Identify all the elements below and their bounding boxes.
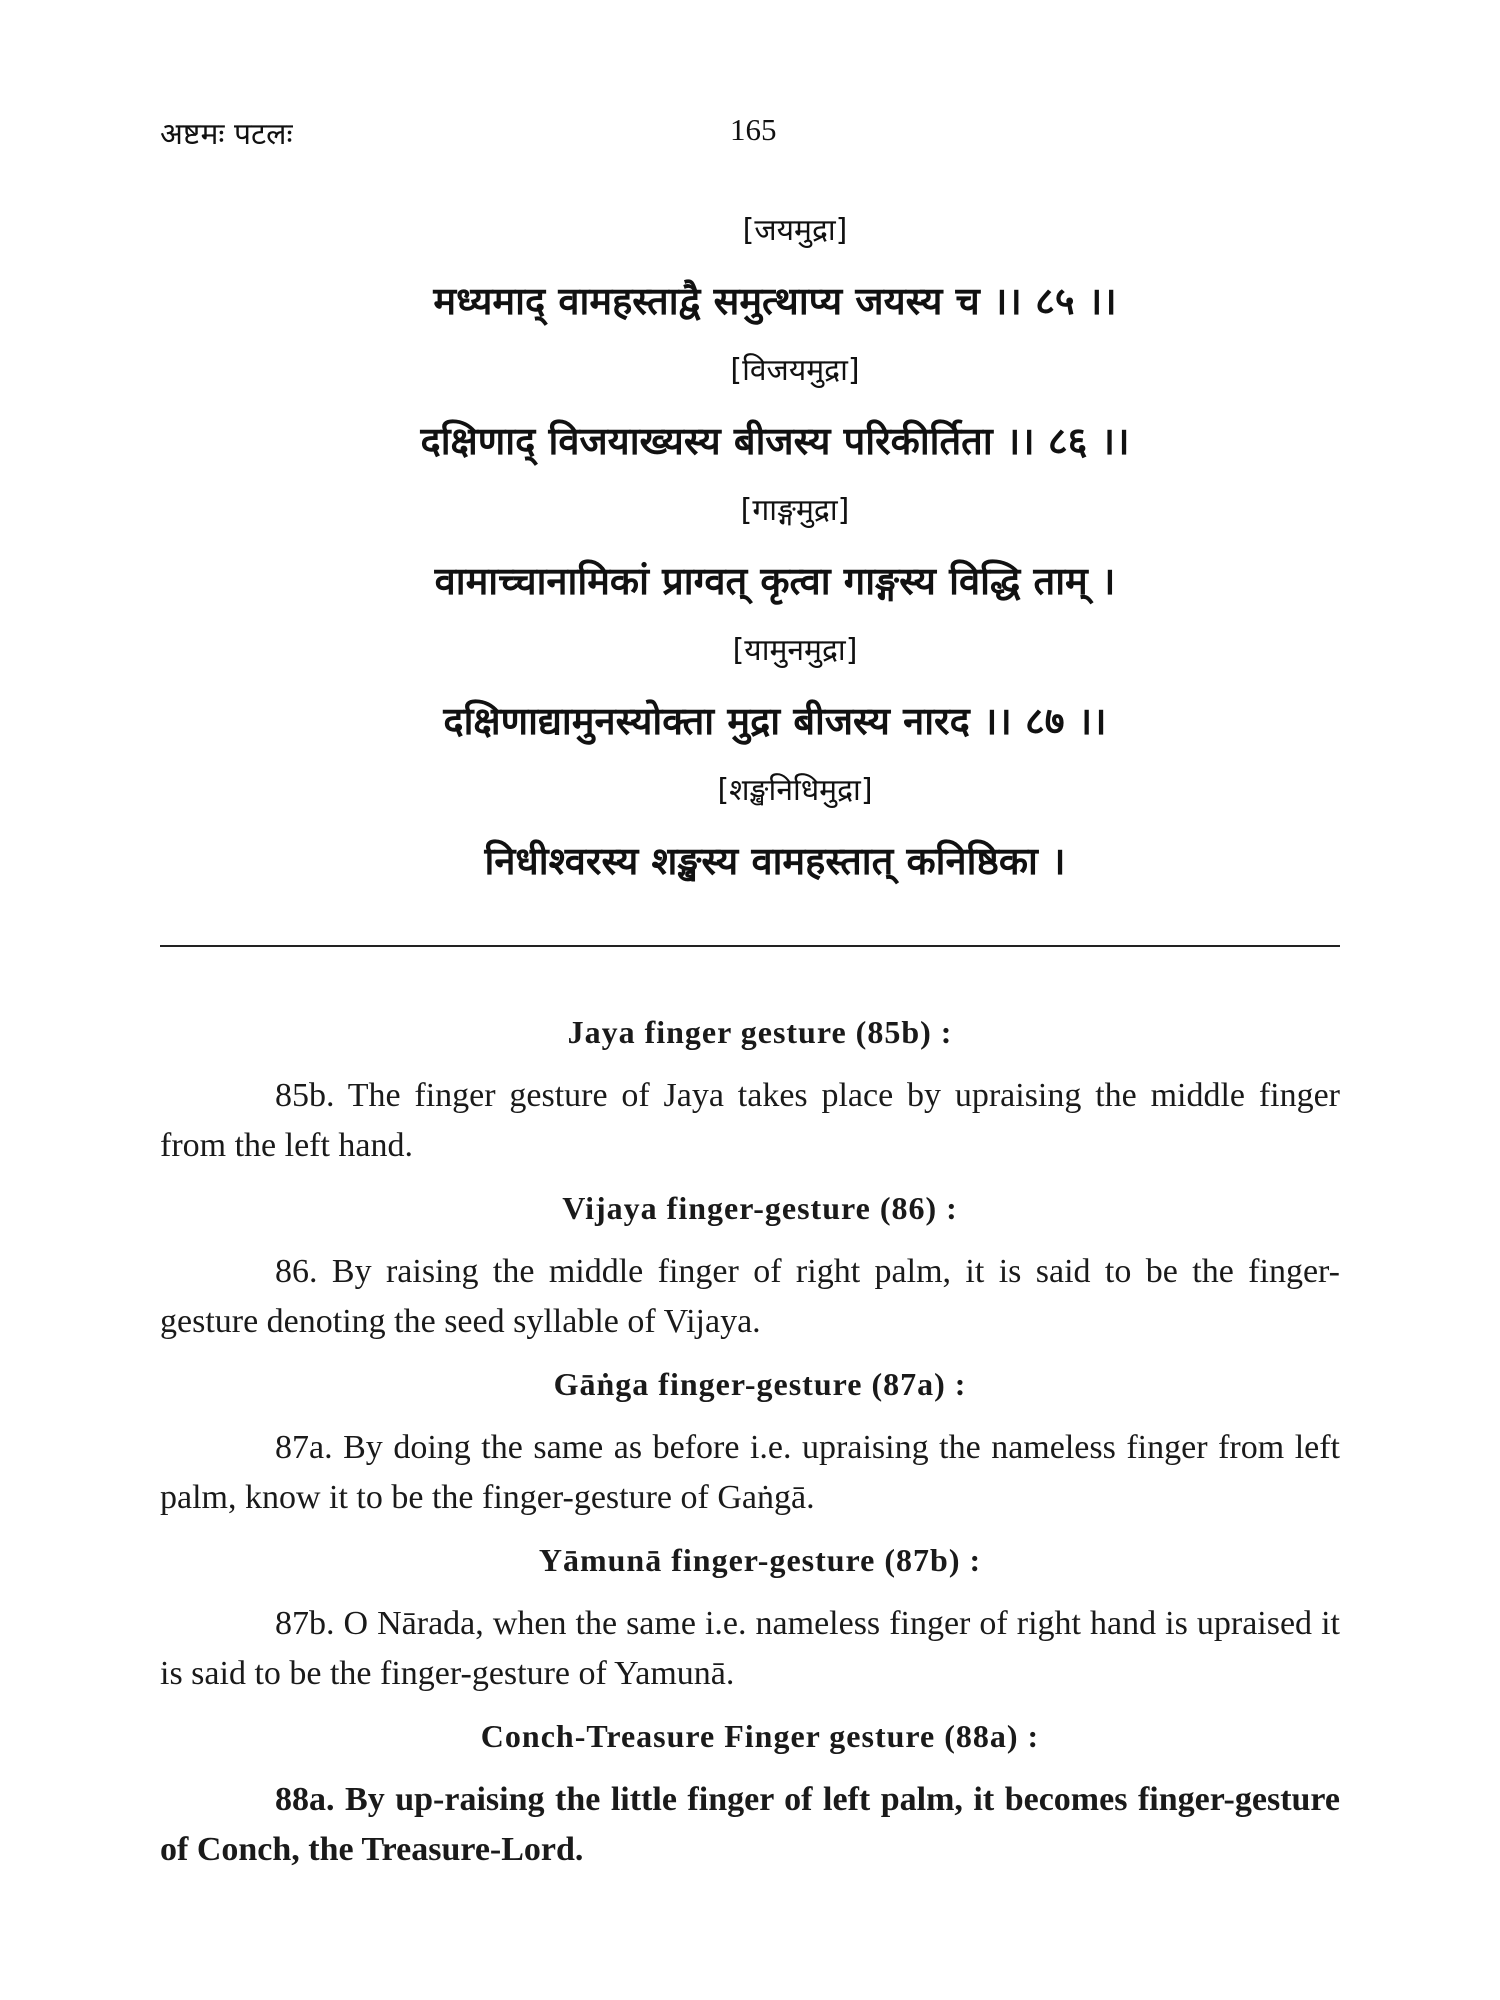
heading-jaya: Jaya finger gesture (85b) : — [567, 1014, 953, 1050]
paragraph-87b: 87b. O Nārada, when the same i.e. nameless finger of right hand is upraised it is said to be the finger-gesture of Yamunā. — [160, 1605, 1340, 1692]
mudra-label-yamuna: [यामुनमुद्रा] — [732, 633, 858, 668]
section-divider — [160, 945, 1340, 947]
heading-vijaya: Vijaya finger-gesture (86) : — [562, 1190, 958, 1226]
verse-85: मध्यमाद् वामहस्ताद्वै समुत्थाप्य जयस्य च ।। ८५ ।। — [433, 279, 1117, 323]
heading-yamuna: Yāmunā finger-gesture (87b) : — [538, 1542, 982, 1578]
heading-conch-treasure: Conch-Treasure Finger gesture (88a) : — [480, 1718, 1040, 1754]
mudra-label-shankhanidhi: [शङ्खनिधिमुद्रा] — [717, 773, 873, 808]
paragraph-86: 86. By raising the middle finger of right palm, it is said to be the finger-gesture denoting the seed syllable of Vijaya. — [160, 1253, 1340, 1340]
heading-ganga: Gāṅga finger-gesture (87a) : — [553, 1366, 967, 1402]
mudra-label-ganga: [गाङ्गमुद्रा] — [740, 493, 850, 528]
running-header — [160, 112, 1340, 152]
paragraph-87a: 87a. By doing the same as before i.e. upraising the nameless finger from left palm, know it to be the finger-gesture of Gaṅgā. — [160, 1429, 1340, 1516]
sanskrit-text-block — [160, 200, 1340, 900]
page-number: 165 — [730, 112, 777, 147]
paragraph-88a: 88a. By up-raising the little finger of left palm, it becomes finger-gesture of Conch, the Treasure-Lord. — [160, 1781, 1340, 1868]
english-translation — [160, 995, 1340, 1885]
chapter-title: अष्टमः पटलः — [160, 117, 293, 152]
verse-87a: वामाच्चानामिकां प्राग्वत् कृत्वा गाङ्गस्य विद्धि ताम् । — [434, 559, 1116, 603]
mudra-label-jaya: [जयमुद्रा] — [742, 213, 848, 248]
mudra-label-vijaya: [विजयमुद्रा] — [730, 353, 860, 388]
paragraph-85b: 85b. The finger gesture of Jaya takes place by upraising the middle finger from the left hand. — [160, 1077, 1340, 1164]
verse-86: दक्षिणाद् विजयाख्यस्य बीजस्य परिकीर्तिता ।। ८६ ।। — [420, 419, 1130, 463]
verse-88a: निधीश्वरस्य शङ्खस्य वामहस्तात् कनिष्ठिका । — [484, 839, 1066, 883]
verse-87b: दक्षिणाद्यामुनस्योक्ता मुद्रा बीजस्य नारद ।। ८७ ।। — [443, 699, 1107, 743]
